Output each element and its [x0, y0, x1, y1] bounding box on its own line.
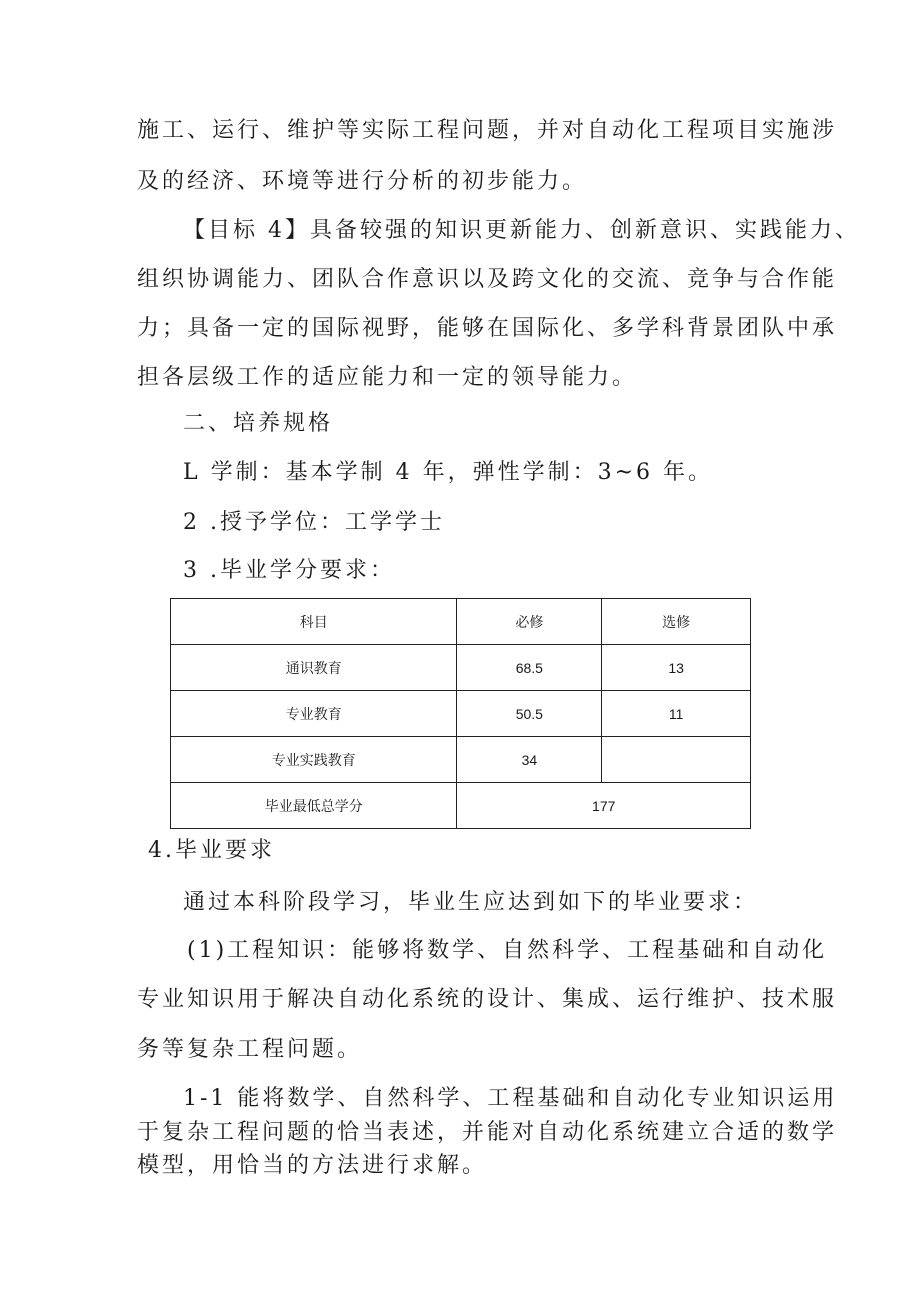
table-cell: [602, 737, 751, 783]
goal-4-paragraph: 【目标 4】具备较强的知识更新能力、创新意识、实践能力、: [183, 218, 860, 243]
requirement-1: (1)工程知识：能够将数学、自然科学、工程基础和自动化: [187, 938, 828, 963]
table-cell: 通识教育: [171, 645, 457, 691]
paragraph-line: 施工、运行、维护等实际工程问题，并对自动化工程项目实施涉: [137, 118, 838, 143]
paragraph-line: 担各层级工作的适应能力和一定的领导能力。: [137, 365, 638, 390]
section-heading: 二、培养规格: [183, 411, 334, 436]
table-cell: 34: [457, 737, 602, 783]
paragraph-line: 于复杂工程问题的恰当表述，并能对自动化系统建立合适的数学: [137, 1120, 838, 1145]
paragraph-line: 力；具备一定的国际视野，能够在国际化、多学科背景团队中承: [137, 316, 838, 341]
table-row: [171, 645, 751, 691]
section-heading: 4.毕业要求: [148, 838, 275, 863]
table-cell: 13: [602, 645, 751, 691]
table-cell: 11: [602, 691, 751, 737]
table-cell: 68.5: [457, 645, 602, 691]
table-total-row: [171, 783, 751, 829]
paragraph-line: 模型，用恰当的方法进行求解。: [137, 1153, 488, 1178]
table-cell: 50.5: [457, 691, 602, 737]
table-header-row: [171, 599, 751, 645]
paragraph-line: 组织协调能力、团队合作意识以及跨文化的交流、竞争与合作能: [137, 267, 838, 292]
paragraph-line: 通过本科阶段学习，毕业生应达到如下的毕业要求：: [183, 890, 759, 915]
paragraph-line: 及的经济、环境等进行分析的初步能力。: [137, 169, 588, 194]
table-header-cell: 选修: [602, 599, 751, 645]
list-item-degree: 2 .授予学位：工学学士: [183, 510, 445, 535]
requirement-1-1: 1-1 能将数学、自然科学、工程基础和自动化专业知识运用: [183, 1086, 838, 1111]
table-total-value: 177: [457, 783, 751, 829]
table-row: [171, 737, 751, 783]
table-header-cell: 科目: [171, 599, 457, 645]
table-row: [171, 691, 751, 737]
paragraph-line: 务等复杂工程问题。: [137, 1037, 363, 1062]
table-cell: 专业实践教育: [171, 737, 457, 783]
table-cell: 专业教育: [171, 691, 457, 737]
list-item-credits: 3 .毕业学分要求：: [183, 558, 395, 583]
table-total-label: 毕业最低总学分: [171, 783, 457, 829]
list-item-duration: L 学制：基本学制 4 年，弹性学制：3~6 年。: [183, 460, 714, 485]
paragraph-line: 专业知识用于解决自动化系统的设计、集成、运行维护、技术服: [137, 987, 838, 1012]
table-header-cell: 必修: [457, 599, 602, 645]
credits-table: [170, 598, 751, 829]
